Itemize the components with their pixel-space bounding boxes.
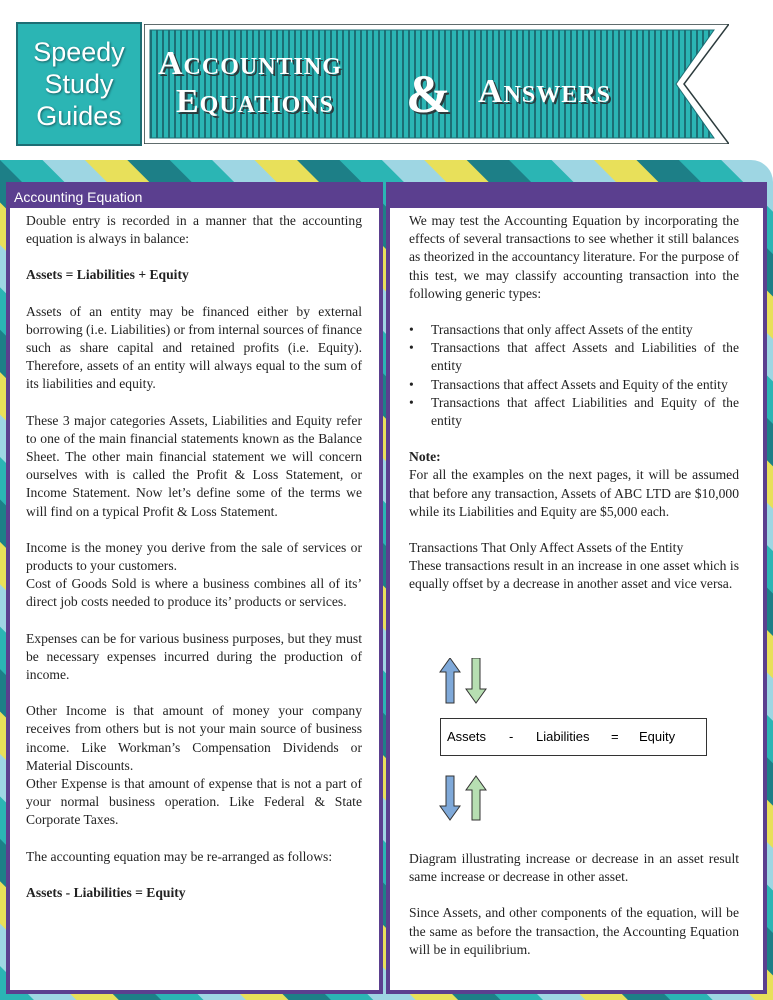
diagram-assets: Assets	[447, 729, 487, 744]
page-header	[0, 0, 773, 160]
note-text: For all the examples on the next pages, it will be assumed that before any transaction, Assets of ABC LTD are $10,000 while its Liabilities and Equity are $5,000 each.	[409, 467, 739, 519]
down-arrow-icon	[466, 658, 486, 703]
paragraph: The accounting equation may be re-arranged as follows:	[26, 848, 333, 864]
title-answers: Answers	[478, 73, 611, 110]
up-arrow-icon	[440, 658, 460, 703]
list-item: • Transactions that affect Assets and Liabilities of the entity	[409, 339, 739, 375]
up-arrow-icon	[466, 776, 486, 820]
right-column-header	[390, 186, 763, 208]
right-column-closing	[409, 850, 739, 959]
note-label: Note:	[409, 449, 441, 465]
paragraph-other-expense: Other Expense is that amount of expense that is not a part of your normal business operation. Like Federal & State Corporate Taxes.	[26, 776, 362, 828]
diagram-caption: Diagram illustrating increase or decrease in an asset result same increase or decrease in other asset.	[409, 851, 739, 885]
list-item: • Transactions that affect Assets and Equity of the entity	[409, 376, 739, 394]
list-item: • Transactions that affect Liabilities and Equity of the entity	[409, 394, 739, 430]
speedy-study-guides-logo	[16, 22, 142, 146]
logo-word-3: Guides	[36, 101, 122, 131]
logo-word-2: Study	[44, 69, 114, 99]
paragraph: These transactions result in an increase in one asset which is equally offset by a decrease in another asset and vice versa.	[409, 558, 739, 592]
title-equations: Equations	[176, 83, 334, 120]
diagram-liabilities: Liabilities	[536, 729, 590, 744]
left-column-text	[26, 212, 362, 902]
paragraph-cogs: Cost of Goods Sold is where a business combines all of its’ direct job costs needed to produce its’ products or services.	[26, 576, 362, 610]
logo-word-1: Speedy	[33, 37, 125, 67]
paragraph: Double entry is recorded in a manner that the accounting equation is always in balance:	[26, 213, 362, 247]
diagram-minus: -	[509, 729, 514, 744]
list-item: • Transactions that only affect Assets of the entity	[409, 321, 739, 339]
paragraph: Assets of an entity may be financed either by external borrowing (i.e. Liabilities) or from internal sources of finance such as share capital and retained profits (i.e. Equity). Therefore, assets of an entity will always equal to the sum of its liabilities and equity.	[26, 303, 362, 392]
title-accounting: Accounting	[158, 45, 342, 82]
paragraph-other-income: Other Income is that amount of money your company receives from others but is not your main source of business income. Like Workman’s Compensation Dividends or Material Discounts.	[26, 703, 362, 773]
page-title	[158, 45, 648, 130]
title-ampersand: &	[406, 64, 451, 124]
right-column-text	[409, 212, 739, 612]
paragraph-expenses: Expenses can be for various business purposes, but they must be necessary expenses incurred during the production of income.	[26, 630, 362, 683]
section-heading: Accounting Equation	[10, 186, 379, 208]
transaction-types-list	[409, 321, 739, 430]
sub-heading: Transactions That Only Affect Assets of the Entity	[409, 540, 684, 556]
diagram-equity: Equity	[639, 729, 676, 744]
equation-rearranged: Assets - Liabilities = Equity	[26, 884, 186, 900]
down-arrow-icon	[440, 776, 460, 820]
paragraph-income: Income is the money you derive from the sale of services or products to your customers.	[26, 539, 362, 574]
paragraph: We may test the Accounting Equation by incorporating the effects of several transactions to see whether it still balances as theorized in the accountancy literature. For the purpose of this test, we may classify accounting transaction into the following generic types:	[409, 213, 739, 301]
equation-box	[440, 718, 707, 756]
diagram-equals: =	[611, 729, 619, 744]
paragraph-closing: Since Assets, and other components of the equation, will be the same as before the transaction, the Accounting Equation will be in equilibrium.	[409, 905, 739, 957]
paragraph: These 3 major categories Assets, Liabilities and Equity refer to one of the main financial statements known as the Balance Sheet. The other main financial statement we will concern ourselves with is called the Profit & Loss Statement, or Income Statement. Now let’s define some of the terms we will find on a typical Profit & Loss Statement.	[26, 412, 362, 519]
equation-assets-liabilities-equity: Assets = Liabilities + Equity	[26, 267, 189, 283]
equation-diagram	[410, 658, 740, 828]
